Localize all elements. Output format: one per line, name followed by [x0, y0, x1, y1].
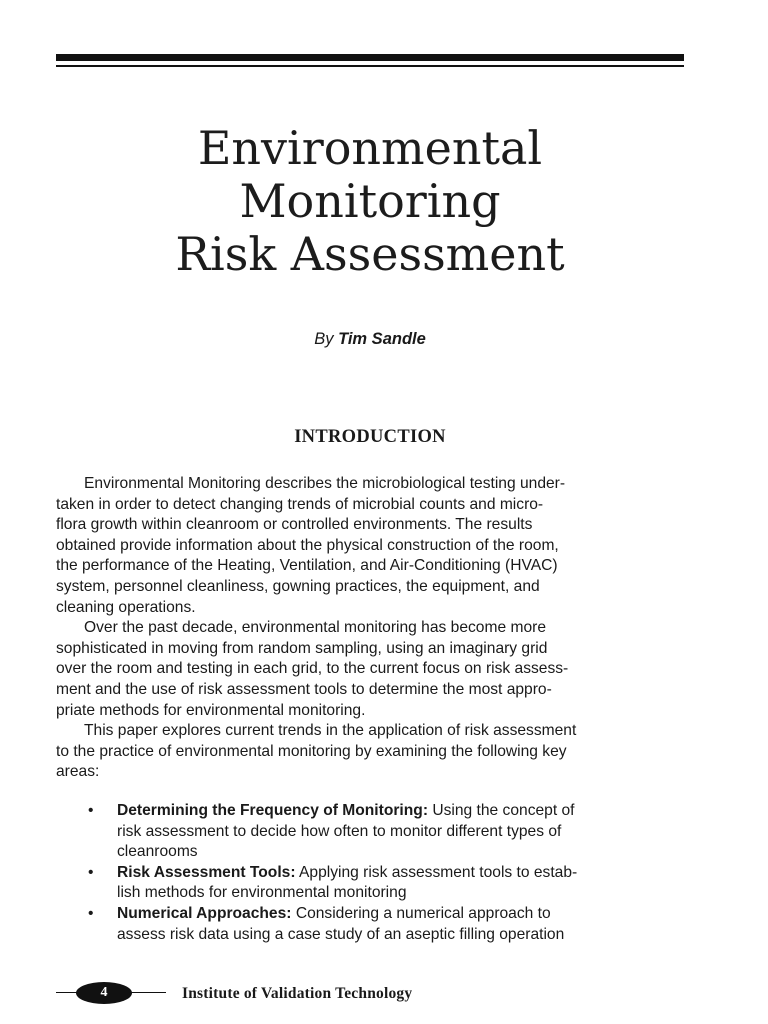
author-name: Tim Sandle	[338, 330, 426, 348]
list-item	[88, 801, 688, 863]
section-heading: INTRODUCTION	[294, 427, 446, 447]
article-title	[0, 122, 740, 281]
text-line: system, personnel cleanliness, gowning practices, the equipment, and	[56, 577, 540, 595]
bullet-text: risk assessment to decide how often to monitor different types of	[117, 822, 562, 840]
bullet-term: Numerical Approaches:	[117, 904, 292, 922]
bullet-text: Considering a numerical approach to	[291, 904, 551, 922]
bullet-text: assess risk data using a case study of an aseptic filling operation	[117, 925, 565, 943]
bullet-text: Applying risk assessment tools to estab-	[295, 863, 578, 881]
text-line: Environmental Monitoring describes the microbiological testing under-	[84, 475, 566, 492]
text-line: the performance of the Heating, Ventilation, and Air-Conditioning (HVAC)	[56, 557, 558, 575]
bullet-term: Risk Assessment Tools:	[117, 863, 296, 881]
bullet-text: lish methods for environmental monitoring	[117, 884, 407, 902]
text-line: flora growth within cleanroom or controlled environments. The results	[56, 516, 533, 534]
bullet-text: Using the concept of	[428, 802, 575, 819]
text-line: Over the past decade, environmental monitoring has become more	[84, 619, 546, 637]
header-rule-thick	[56, 54, 684, 61]
text-line: priate methods for environmental monitoring.	[56, 701, 366, 719]
text-line: obtained provide information about the physical construction of the room,	[56, 536, 559, 554]
bullet-marker: •	[88, 863, 94, 881]
bullet-list	[88, 801, 688, 945]
header-rule-thin	[56, 65, 684, 67]
text-line: to the practice of environmental monitoring by examining the following key	[56, 742, 567, 760]
text-line: This paper explores current trends in the application of risk assessment	[84, 722, 577, 740]
paragraph	[56, 474, 686, 618]
bullet-marker: •	[88, 802, 94, 819]
byline-prefix: By	[314, 330, 334, 348]
text-line: areas:	[56, 763, 100, 781]
byline	[0, 330, 740, 349]
paragraph	[56, 721, 686, 783]
title-line-2: Monitoring	[239, 174, 501, 228]
text-line: over the room and testing in each grid, to the current focus on risk assess-	[56, 660, 569, 678]
page-number: 4	[76, 982, 132, 1004]
text-line: taken in order to detect changing trends of microbial counts and micro-	[56, 495, 544, 513]
list-item	[88, 863, 688, 904]
bullet-marker: •	[88, 904, 94, 922]
body-text	[56, 474, 686, 783]
paragraph	[56, 618, 686, 721]
footer-publisher: Institute of Validation Technology	[182, 985, 413, 1002]
text-line: cleaning operations.	[56, 598, 196, 616]
title-line-1: Environmental	[197, 121, 543, 175]
text-line: ment and the use of risk assessment tools to determine the most appro-	[56, 680, 552, 698]
text-line: sophisticated in moving from random sampling, using an imaginary grid	[56, 639, 548, 657]
bullet-text: cleanrooms	[117, 843, 198, 861]
bullet-term: Determining the Frequency of Monitoring:	[117, 802, 429, 819]
title-line-3: Risk Assessment	[175, 227, 565, 281]
list-item	[88, 904, 688, 945]
